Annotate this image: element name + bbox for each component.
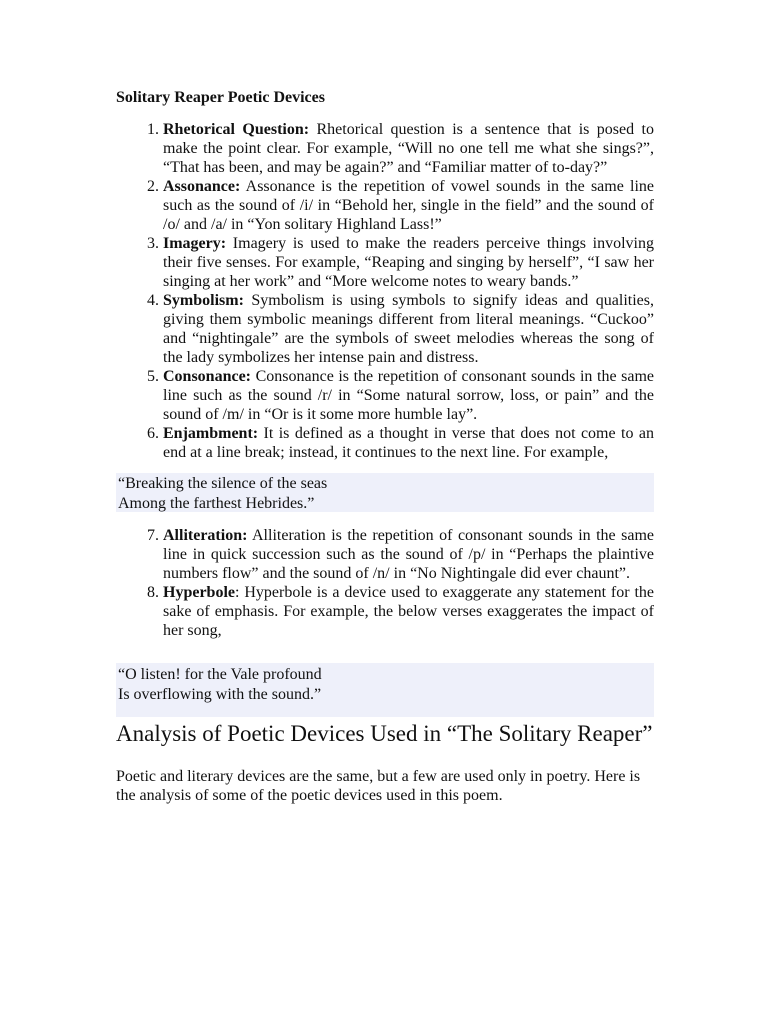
- device-term: Imagery:: [163, 235, 227, 252]
- list-item-hyperbole: [163, 583, 654, 640]
- quote-block-hyperbole: [116, 663, 654, 717]
- device-description: Rhetorical question is a sentence that is posed to make the point clear. For example, “Will no one tell me what she sings?”, “That has been, and may be again?” and “Familiar matter of to-day?”: [163, 121, 654, 176]
- quote-block-enjambment: [116, 473, 654, 512]
- list-item-consonance: [163, 367, 654, 424]
- device-description: Alliteration is the repetition of consonant sounds in the same line in quick succession such as the sound of /p/ in “Perhaps the plaintive numbers flow” and the sound of /n/ in “No Nightingale did ever chaunt”.: [163, 527, 654, 582]
- devices-list-part1: [116, 120, 654, 462]
- device-description: Symbolism is using symbols to signify ideas and qualities, giving them symbolic meanings different from literal meanings. “Cuckoo” and “nightingale” are the symbols of sweet melodies whereas the song of the lady symbolizes her intense pain and distress.: [163, 292, 654, 366]
- device-term: Hyperbole: [163, 584, 235, 601]
- device-term: Symbolism:: [163, 292, 244, 309]
- device-term: Enjambment:: [163, 425, 259, 442]
- device-description: : Hyperbole is a device used to exaggerate any statement for the sake of emphasis. For example, the below verses exaggerates the impact of her song,: [163, 584, 654, 639]
- quote-line: Among the farthest Hebrides.”: [118, 494, 315, 512]
- list-item-enjambment: [163, 424, 654, 462]
- intro-paragraph: Poetic and literary devices are the same, but a few are used only in poetry. Here is the analysis of some of the poetic devices used in this poem.: [116, 768, 641, 804]
- document-page: [116, 88, 654, 805]
- device-term: Assonance:: [163, 178, 241, 195]
- document-title: Solitary Reaper Poetic Devices: [116, 89, 325, 106]
- section-heading: Analysis of Poetic Devices Used in “The Solitary Reaper”: [116, 721, 653, 746]
- device-description: Assonance is the repetition of vowel sounds in the same line such as the sound of /i/ in “Behold her, single in the field” and the sound of /o/ and /a/ in “Yon solitary Highland Lass!”: [163, 178, 654, 233]
- quote-line: “Breaking the silence of the seas: [118, 475, 328, 492]
- quote-line: Is overflowing with the sound.”: [118, 685, 322, 703]
- device-description: Imagery is used to make the readers perceive things involving their five senses. For example, “Reaping and singing by herself”, “I saw her singing at her work” and “More welcome notes to weary bands.”: [163, 235, 654, 290]
- device-term: Alliteration:: [163, 527, 248, 544]
- quote-line: “O listen! for the Vale profound: [118, 666, 322, 683]
- list-item-alliteration: [163, 526, 654, 583]
- list-item-rhetorical-question: [163, 120, 654, 177]
- device-term: Rhetorical Question:: [163, 121, 310, 138]
- devices-list-part2: [116, 526, 654, 640]
- list-item-assonance: [163, 177, 654, 234]
- list-item-imagery: [163, 234, 654, 291]
- list-item-symbolism: [163, 291, 654, 367]
- device-term: Consonance:: [163, 368, 252, 385]
- device-description: Consonance is the repetition of consonant sounds in the same line such as the sound /r/ in “Some natural sorrow, loss, or pain” and the sound of /m/ in “Or is it some more humble lay”.: [163, 368, 654, 423]
- device-description: It is defined as a thought in verse that does not come to an end at a line break; instead, it continues to the next line. For example,: [163, 425, 654, 461]
